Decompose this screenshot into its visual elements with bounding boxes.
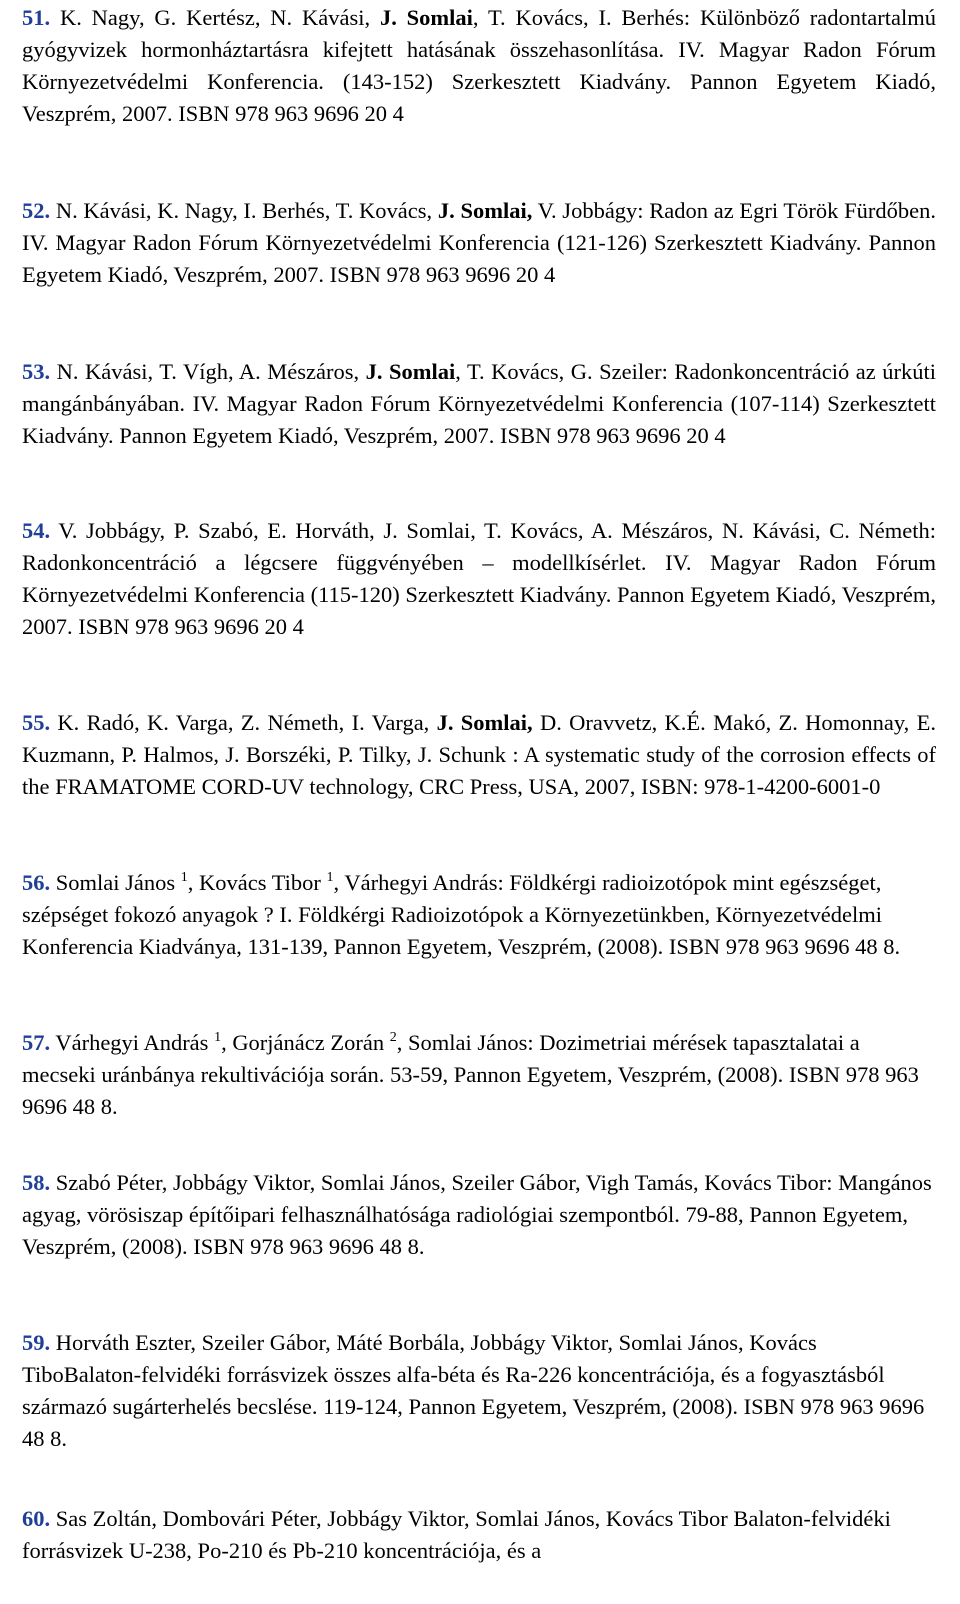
reference-item-60 [22,1503,936,1567]
reference-text: D. Oravvetz, K.É. Makó, Z. Homonnay, E. Kuzmann, P. Halmos, J. Borszéki, P. Tilky, J. Schunk : A systematic study of the corrosion effects of the FRAMATOME CORD-UV technology, CRC Press, USA, 2007, ISBN: 978-1-4200-6001-0 [22,710,936,799]
reference-item-56 [22,867,936,963]
reference-item-52 [22,195,936,291]
reference-text: N. Kávási, T. Vígh, A. Mészáros, [50,359,366,384]
reference-text: , T. Kovács, G. Szeiler: Radonkoncentráció az úrkúti mangánbányában. IV. Magyar Radon Fórum Környezetvédelmi Konferencia (107-114) Szerkesztett Kiadvány. Pannon Egyetem Kiadó, Veszprém, 2007. ISBN 978 963 9696 20 4 [22,359,936,448]
reference-item-57 [22,1027,936,1123]
reference-text: N. Kávási, K. Nagy, I. Berhés, T. Kovács, [50,198,438,223]
reference-text: V. Jobbágy, P. Szabó, E. Horváth, J. Somlai, T. Kovács, A. Mészáros, N. Kávási, C. Németh: Radonkoncentráció a légcsere függvényében – modellkísérlet. IV. Magyar Radon Fórum Környezetvédelmi Konferencia (115-120) Szerkesztett Kiadvány. Pannon Egyetem Kiadó, Veszprém, 2007. ISBN 978 963 9696 20 4 [22,518,936,639]
reference-number: 56. [22,870,51,895]
reference-number: 60. [22,1506,51,1531]
reference-number: 59. [22,1330,51,1355]
affiliation-superscript: 1 [326,870,334,885]
affiliation-superscript: 1 [214,1030,222,1045]
reference-text: Várhegyi András [50,1030,215,1055]
reference-number: 55. [22,710,51,735]
reference-number: 51. [22,5,51,30]
reference-text: , Gorjánácz Zorán [221,1030,390,1055]
reference-number: 54. [22,518,51,543]
reference-text: V. Jobbágy: Radon az Egri Török Fürdőben. IV. Magyar Radon Fórum Környezetvédelmi Konferencia (121-126) Szerkesztett Kiadvány. Pannon Egyetem Kiadó, Veszprém, 2007. ISBN 978 963 9696 20 4 [22,198,936,287]
reference-text: Sas Zoltán, Dombovári Péter, Jobbágy Viktor, Somlai János, Kovács Tibor Balaton-felvidéki forrásvizek U-238, Po-210 és Pb-210 koncentrációja, és a [22,1506,891,1563]
reference-item-54 [22,515,936,643]
reference-text: , Kovács Tibor [187,870,327,895]
reference-number: 57. [22,1030,51,1055]
reference-text: K. Nagy, G. Kertész, N. Kávási, [50,5,380,30]
author-bold: J. Somlai, [436,710,533,735]
reference-item-59 [22,1327,936,1455]
reference-number: 52. [22,198,51,223]
reference-number: 53. [22,359,51,384]
affiliation-superscript: 1 [180,870,188,885]
reference-text: , Várhegyi András: Földkérgi radioizotópok mint egészséget, szépséget fokozó anyagok ? I. Földkérgi Radioizotópok a Környezetünkben, Környezetvédelmi Konferencia Kiadványa, 131-139, Pannon Egyetem, Veszprém, (2008). ISBN 978 963 9696 48 8. [22,870,901,959]
author-bold: J. Somlai [365,359,456,384]
reference-number: 58. [22,1170,51,1195]
author-bold: J. Somlai, [437,198,533,223]
reference-item-53 [22,356,936,452]
reference-text: Szabó Péter, Jobbágy Viktor, Somlai János, Szeiler Gábor, Vigh Tamás, Kovács Tibor: Mangános agyag, vörösiszap építőipari felhasználhatósága radiológiai szempontból. 79-88, Pannon Egyetem, Veszprém, (2008). ISBN 978 963 9696 48 8. [22,1170,932,1259]
reference-item-58 [22,1167,936,1263]
reference-text: Somlai János [50,870,181,895]
reference-text: , T. Kovács, I. Berhés: Különböző radontartalmú gyógyvizek hormonháztartásra kifejtett hatásának összehasonlítása. IV. Magyar Radon Fórum Környezetvédelmi Konferencia. (143-152) Szerkesztett Kiadvány. Pannon Egyetem Kiadó, Veszprém, 2007. ISBN 978 963 9696 20 4 [22,5,936,126]
reference-text: Horváth Eszter, Szeiler Gábor, Máté Borbála, Jobbágy Viktor, Somlai János, Kovács TiboBalaton-felvidéki forrásvizek összes alfa-béta és Ra-226 koncentrációja, és a fogyasztásból származó sugárterhelés becslése. 119-124, Pannon Egyetem, Veszprém, (2008). ISBN 978 963 9696 48 8. [22,1330,925,1451]
author-bold: J. Somlai [379,5,473,30]
reference-text: K. Radó, K. Varga, Z. Németh, I. Varga, [50,710,437,735]
reference-item-51 [22,2,936,130]
reference-item-55 [22,707,936,803]
affiliation-superscript: 2 [389,1030,397,1045]
reference-text: , Somlai János: Dozimetriai mérések tapasztalatai a mecseki uránbánya rekultivációja során. 53-59, Pannon Egyetem, Veszprém, (2008). ISBN 978 963 9696 48 8. [22,1030,919,1119]
